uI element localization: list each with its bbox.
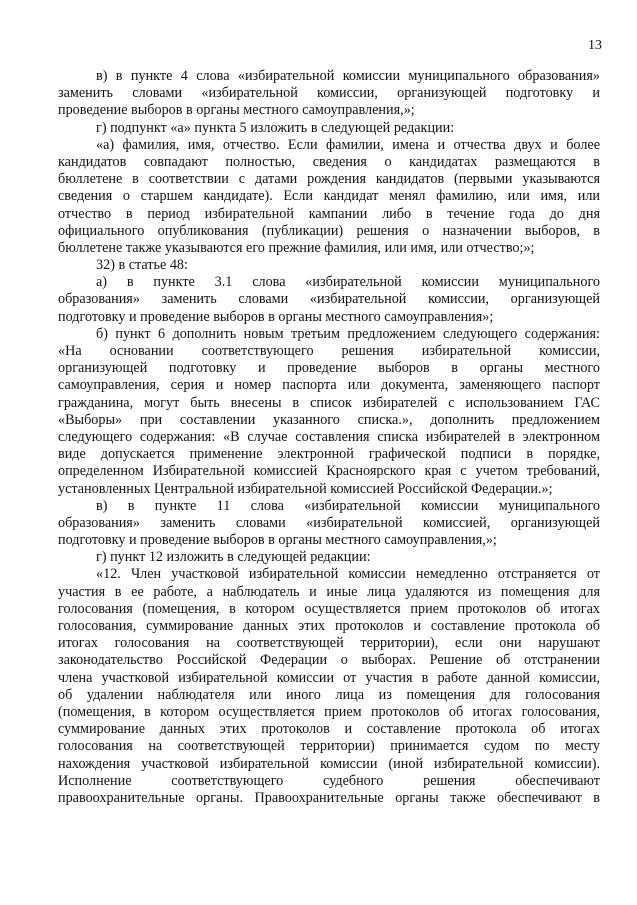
text-line: кандидатов совпадают полностью, сведения о кандидатах размещаются в [58,153,600,170]
text-line: бюллетене также указываются его прежние фамилия, или имя, или отчество;»; [58,239,535,256]
text-line: образования» заменить словами «избирательной комиссией, организующей [58,514,600,531]
text-line: в) в пункте 11 слова «избирательной комиссии муниципального [96,497,600,514]
text-line: (помещения, в котором осуществляется прием протоколов об итогах голосования, [58,703,600,720]
text-line: определенном Избирательной комиссией Красноярского края с учетом требований, [58,463,600,480]
text-line: подготовку и проведение выборов в органы местного самоуправления»; [58,308,494,325]
text-line: гражданина, могут быть внесены в список избирателей с использованием ГАС [58,394,600,411]
text-line: Исполнение соответствующего судебного решения обеспечивают [58,772,600,789]
text-line: суммирование данных этих протоколов и составление протокола об итогах [58,721,600,738]
text-line: члена участковой избирательной комиссии от участия в работе данной комиссии, [58,669,600,686]
text-line: виде допускается применение электронной графической подписи в порядке, [58,446,600,463]
text-line: голосования (помещения, в котором осуществляется прием протоколов об итогах [58,600,600,617]
text-line: б) пункт 6 дополнить новым третьим предложением следующего содержания: [96,325,600,342]
text-line: правоохранительные органы. Правоохранительные органы также обеспечивают в [58,789,600,806]
text-line: г) подпункт «а» пункта 5 изложить в следующей редакции: [96,119,455,136]
text-line: самоуправления, серия и номер паспорта или документа, заменяющего паспорт [58,377,600,394]
text-line: «Выборы» при составлении указанного списка.», дополнить предложением [58,411,600,428]
text-line: «12. Член участковой избирательной комиссии немедленно отстраняется от [96,566,600,583]
text-line: заменить словами «избирательной комиссии, организующей подготовку и [58,85,600,102]
text-line: г) пункт 12 изложить в следующей редакции: [96,549,371,566]
text-line: участия в ее работе, а наблюдатель и иные лица удаляются из помещения для [58,583,600,600]
text-line: следующего содержания: «В случае составления списка избирателей в электронном [58,428,600,445]
text-line: организующей подготовку и проведение выборов в органы местного [58,360,600,377]
text-line: отчество в период избирательной кампании либо в течение года до дня [58,205,600,222]
page-number: 13 [588,38,602,53]
text-line: установленных Центральной избирательной комиссией Российской Федерации.»; [58,480,553,497]
text-line: подготовку и проведение выборов в органы местного самоуправления,»; [58,532,497,549]
text-line: официального опубликования (публикации) решения о назначении выборов, в [58,222,600,239]
text-line: 32) в статье 48: [96,257,188,274]
text-line: об удалении наблюдателя или иного лица из помещения для голосования [58,686,600,703]
text-line: «На основании соответствующего решения избирательной комиссии, [58,343,600,359]
text-line: а) в пункте 3.1 слова «избирательной комиссии муниципального [96,274,600,291]
text-line: сведения о старшем кандидате). Если кандидат менял фамилию, или имя, или [58,188,600,205]
text-line: в) в пункте 4 слова «избирательной комиссии муниципального образования» [96,68,600,84]
text-line: итогах голосования на соответствующей территории), если они нарушают [58,635,600,652]
text-line: голосования на соответствующей территории) принимается судом по месту [58,738,600,755]
text-line: законодательство Российской Федерации о выборах. Решение об отстранении [58,652,600,669]
text-line: голосования, суммирование данных этих протоколов и составление протокола об [58,618,600,634]
text-line: бюллетене в соответствии с датами рождения кандидатов (первыми указываются [58,171,600,188]
text-line: проведение выборов в органы местного самоуправления,»; [58,102,415,119]
text-line: «а) фамилия, имя, отчество. Если фамилии, имена и отчества двух и более [96,136,600,153]
document-body [58,68,600,807]
text-line: образования» заменить словами «избирательной комиссии, организующей [58,291,600,308]
text-line: нахождения участковой избирательной комиссии (иной избирательной комиссии). [58,755,600,772]
